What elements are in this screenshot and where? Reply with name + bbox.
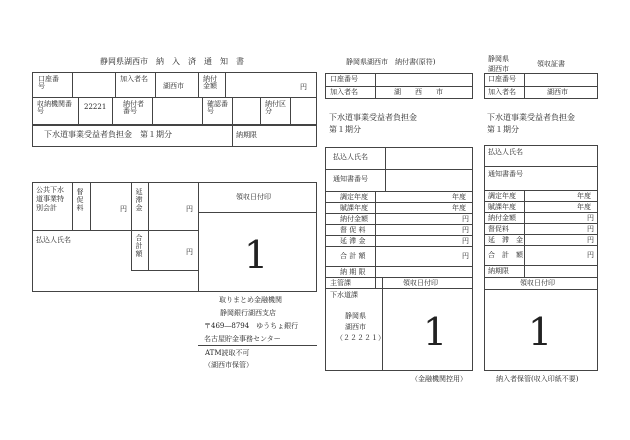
receipt-row-label: 延 滞 金 [488,236,523,244]
invoice-row-label: 延 滞 金 [340,237,366,245]
notice-account-no-label: 口座番号 [38,75,59,90]
notice-title: 静岡県湖西市 納 入 済 通 知 書 [100,57,244,66]
notice-bank-line3: 〒469―8794 ゆうちょ銀行 [204,322,299,330]
receipt-deadline-label: 納期限 [488,267,509,275]
receipt-row-label: 賦課年度 [488,203,516,211]
notice-surcharge-yen: 円 [120,205,127,213]
notice-bank-line2: 静岡銀行湖西支店 [220,309,276,317]
invoice-footer: （金融機関控用） [411,375,467,383]
invoice-payer-name-value: 湖 西 市 [394,88,443,96]
invoice-row-unit: 円 [462,237,469,245]
invoice-stamp-value: 1 [423,310,448,354]
notice-receipt-stamp-label: 領収日付印 [236,193,271,201]
notice-payer-name-label: 加入者名 [120,75,148,83]
notice-payer-label: 払込人氏名 [36,236,71,244]
receipt-payer-name-label: 加入者名 [488,88,516,96]
notice-payer-no-label: 納付者番号 [123,100,144,115]
receipt-row-label: 調定年度 [488,192,516,200]
notice-atm-note: ATM読取不可 [205,349,250,357]
invoice-row-label: 調定年度 [340,193,368,201]
receipt-footer: 納入者保管(収入印紙不要) [496,375,579,383]
invoice-dept-name: 下水道課 [330,291,358,299]
invoice-city-code: （２２２２１） [336,334,385,342]
receipt-row-unit: 円 [587,225,594,233]
invoice-section-label: 主管課 [330,279,351,287]
receipt-account-no-label: 口座番号 [488,75,516,83]
invoice-payer-name-label: 加入者名 [330,88,358,96]
notice-bank-line4: 名古屋貯金事務センター [204,335,281,343]
receipt-row-unit: 円 [587,236,594,244]
notice-payment-class-label: 納付区分 [265,100,286,115]
notice-confirm-no-label: 確認番号 [207,100,228,115]
invoice-fee-line2: 第１期分 [329,125,361,134]
receipt-total-label: 合 計 額 [488,251,523,259]
notice-late-fee-yen: 円 [186,205,193,213]
notice-deadline-label: 納期限 [236,131,257,139]
invoice-row-unit: 円 [462,215,469,223]
receipt-total-unit: 円 [587,251,594,259]
notice-city-keep-note: （湖西市保管） [204,361,253,369]
invoice-row-label: 督 促 料 [340,226,366,234]
notice-amount-yen: 円 [300,83,307,91]
invoice-account-no-label: 口座番号 [330,75,358,83]
receipt-row-label: 納付金額 [488,214,516,222]
invoice-row-unit: 年度 [452,204,466,212]
notice-receiving-inst-label: 収納機関番 号 [37,100,86,115]
notice-late-fee-label: 延滞金 [135,188,143,212]
notice-amount-label: 納付金額 [203,75,217,90]
notice-total-label: 合計額 [135,234,143,258]
notice-receiving-inst-value: 22221 [84,103,107,111]
invoice-notice-no-label: 通知書番号 [333,175,368,183]
notice-receipt-stamp-value: 1 [244,233,269,277]
receipt-fee-line2: 第１期分 [487,125,519,134]
invoice-fee-line1: 下水道事業受益者負担金 [329,113,417,122]
notice-lower-table [32,182,317,292]
invoice-row-label: 賦課年度 [340,204,368,212]
invoice-row-unit: 円 [462,226,469,234]
notice-payer-name-value: 湖西市 [163,82,184,90]
receipt-row-unit: 年度 [577,192,591,200]
receipt-title: 領収証書 [537,60,565,68]
invoice-row-unit: 年度 [452,193,466,201]
notice-header-box [32,72,317,125]
invoice-city-line2: 湖西市 [345,323,366,331]
receipt-fee-line1: 下水道事業受益者負担金 [487,113,575,122]
invoice-title: 静岡県湖西市 納付書(原符) [346,58,436,66]
notice-total-yen: 円 [186,248,193,256]
invoice-stamp-label: 領収日付印 [403,279,438,287]
invoice-total-unit: 円 [462,252,469,260]
notice-surcharge-label: 督促料 [76,188,84,212]
receipt-header-line2: 湖西市 [488,65,509,73]
receipt-payer-name-value: 湖西市 [547,88,568,96]
receipt-row-label: 督促料 [488,225,509,233]
receipt-stamp-value: 1 [528,310,553,354]
receipt-stamp-label: 領収日付印 [520,279,555,287]
receipt-row-unit: 年度 [577,203,591,211]
receipt-header-line1: 静岡県 [488,55,509,63]
invoice-city-line1: 静岡県 [345,312,366,320]
receipt-notice-no-label: 通知書番号 [488,170,523,178]
notice-account-name: 公共下水道事業特別会計 [36,186,64,213]
receipt-payer-label: 払込人氏名 [488,148,523,156]
receipt-row-unit: 円 [587,214,594,222]
invoice-row-label: 納付金額 [340,215,368,223]
notice-fee-description: 下水道事業受益者負担金 第１期分 [44,130,172,139]
invoice-total-label: 合 計 額 [340,252,366,260]
invoice-payer-label: 払込人氏名 [333,153,368,161]
invoice-deadline-label: 納 期 限 [340,268,366,276]
notice-bank-line1: 取りまとめ金融機関 [219,296,282,304]
